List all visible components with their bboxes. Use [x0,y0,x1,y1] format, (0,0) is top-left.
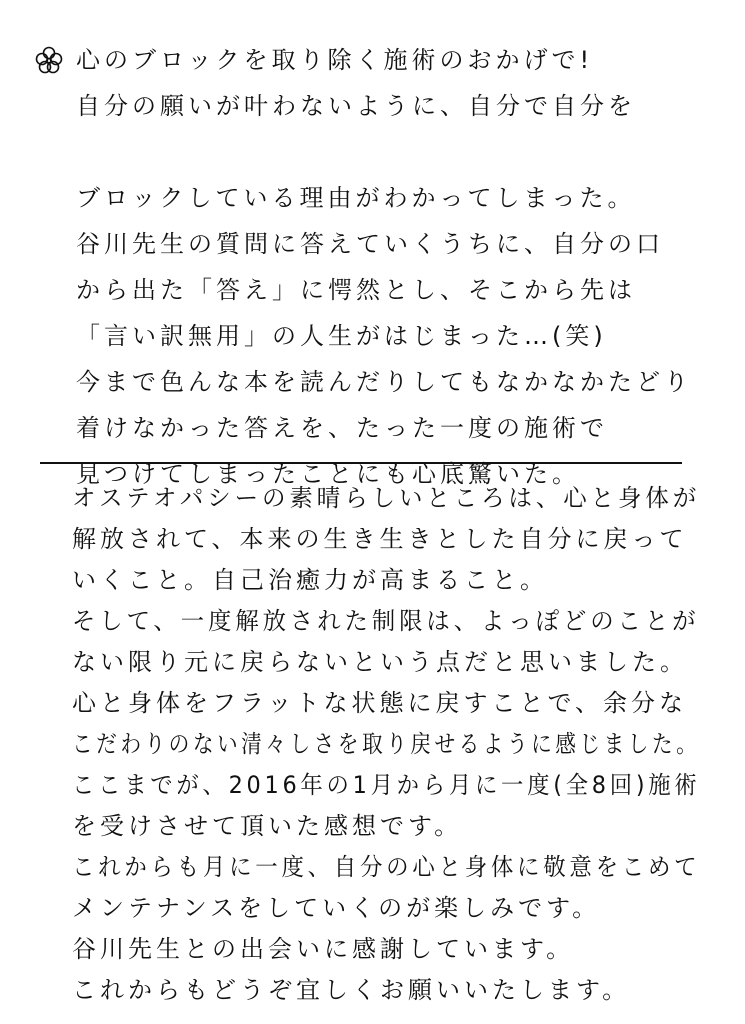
section2-line-7: こだわりのない清々しさを取り戻せるように感じました。 [72,730,701,758]
section1-line-7: 今まで色んな本を読んだりしてもなかなかたどり [76,368,692,396]
section2-line-12: 谷川先生との出会いに感謝しています。 [72,935,575,963]
section2-line-4: そして、一度解放された制限は、よっぽどのことが [72,607,700,635]
section2-line-11: メンテナンスをしていくのが楽しみです。 [72,894,601,922]
section1-line-5: から出た「答え」に愕然とし、そこから先は [76,276,636,304]
section2-line-8: ここまでが、2016年の1月から月に一度(全8回)施術 [72,771,701,799]
section1-line-4: 谷川先生の質問に答えていくうちに、自分の口 [76,230,664,258]
section2-line-5: ない限り元に戻らないという点だと思いました。 [72,648,688,676]
section1-line-2-text: 自分の願いが叶わないように、自分で自分を [76,92,636,120]
section-divider [40,462,682,464]
section1-line-8: 着けなかった答えを、たった一度の施術で [76,414,608,442]
section2-line-13: これからもどうぞ宜しくお願いいたします。 [72,976,631,1004]
section2-line-3: いくこと。自己治癒力が高まること。 [72,566,548,594]
section2-line-9: を受けさせて頂いた感想です。 [72,812,463,840]
section2-line-1: オステオパシーの素晴らしいところは、心と身体が [72,484,701,512]
section1-line-2 [76,86,636,126]
section1-line-9: 見つけてしまったことにも心底驚いた。 [76,460,580,488]
flower-icon [34,46,64,74]
section2-line-2: 解放されて、本来の生き生きとした自分に戻って [72,525,688,553]
section1-line-3: ブロックしている理由がわかってしまった。 [76,184,636,212]
section2-line-6: 心と身体をフラットな状態に戻すことで、余分な [72,689,688,717]
section1-line-1: 心のブロックを取り除く施術のおかげで! [76,46,594,74]
section1-line-6: 「言い訳無用」の人生がはじまった…(笑) [76,322,607,350]
section2-line-10: これからも月に一度、自分の心と身体に敬意をこめて [72,853,701,881]
